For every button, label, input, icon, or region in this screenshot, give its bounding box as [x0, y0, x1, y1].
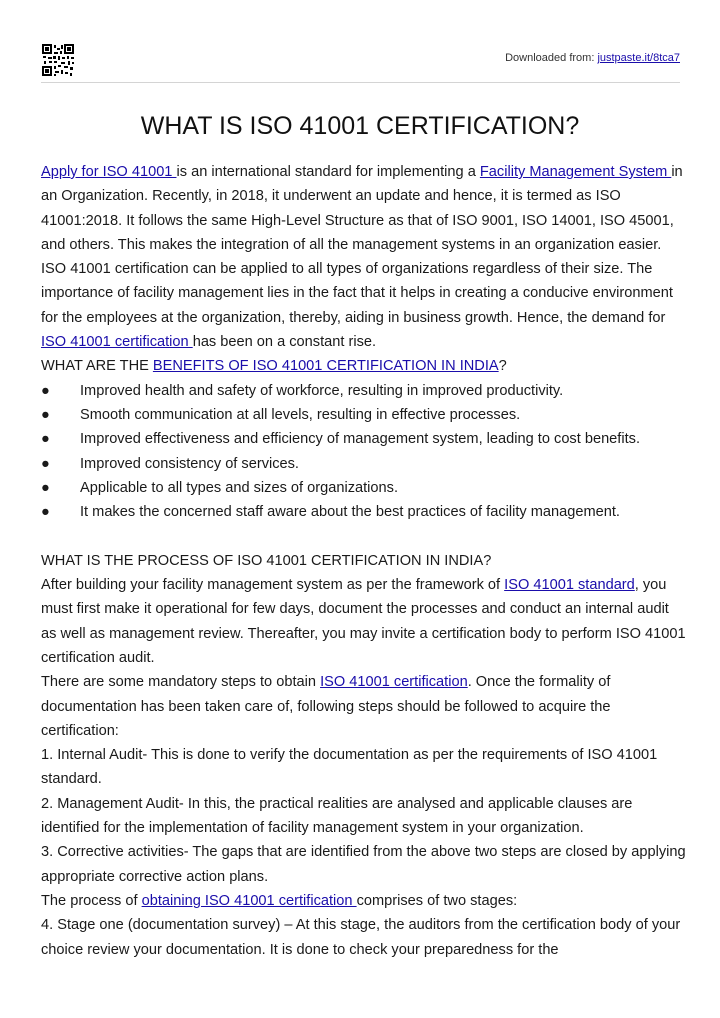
spacer: [41, 524, 687, 548]
step-corrective-activities: 3. Corrective activities- The gaps that are identified from the above two steps are closed by applying appropriate corrective action plans.: [41, 844, 686, 885]
bullet-icon: ●: [41, 455, 50, 472]
list-item-text: Improved effectiveness and efficiency of management system, leading to cost benefits.: [80, 431, 641, 448]
list-item: [41, 500, 687, 524]
list-item-text: Improved health and safety of workforce, resulting in improved productivity.: [80, 382, 564, 399]
step-stage-one: 4. Stage one (documentation survey) – At this stage, the auditors from the certification body of your choice review your documentation. It is done to check your preparedness for the: [41, 917, 681, 958]
process-paragraph-2: [41, 670, 687, 743]
process-p2-text-1: There are some mandatory steps to obtain: [41, 674, 321, 691]
process-p3-text-2: comprises of two stages:: [356, 892, 518, 909]
process-p1-text-2: , you must first make it operational for few days, document the processes and conduct an internal audit as well as management review. Thereafter, you may invite a certification body to perform ISO 41001 certification audit.: [41, 577, 686, 666]
list-item-text: Improved consistency of services.: [80, 455, 299, 472]
bullet-icon: ●: [41, 406, 50, 423]
page-title: WHAT IS ISO 41001 CERTIFICATION?: [140, 112, 580, 140]
list-item-text: It makes the concerned staff aware about the best practices of facility management.: [80, 504, 620, 521]
benefits-heading: [41, 354, 687, 378]
step-internal-audit: 1. Internal Audit- This is done to verify the documentation as per the requirements of ISO 41001 standard.: [41, 747, 658, 788]
list-item: [41, 427, 687, 451]
bullet-icon: ●: [41, 382, 50, 399]
benefits-heading-prefix: WHAT ARE THE: [41, 358, 153, 375]
process-p3-text-1: The process of: [41, 892, 142, 909]
list-item: [41, 476, 687, 500]
list-item: [41, 403, 687, 427]
process-p2-text-2: . Once the formality of documentation has been taken care of, following steps should be followed to acquire the certification:: [41, 674, 611, 739]
bullet-icon: ●: [41, 479, 50, 496]
process-paragraph-1: [41, 573, 687, 670]
intro-text-2: in an Organization. Recently, in 2018, it underwent an update and hence, it is termed as ISO 41001:2018. It follows the same High-Level Structure as that of ISO 9001, ISO 14001, ISO 45001, and others. This makes the integration of all the management systems in an organization easier. ISO 41001 certification can be applied to all types of organizations regardless of their size. The importance of facility management lies in the fact that it helps in creating a conducive environment for the employees at the organization, thereby, aiding in business growth. Hence, the demand for: [41, 164, 683, 326]
download-source: [505, 52, 680, 64]
qr-code-icon: [42, 44, 74, 76]
list-item: [41, 452, 687, 476]
process-p1-text-1: After building your facility management system as per the framework of: [41, 577, 505, 594]
apply-iso-41001-link[interactable]: Apply for ISO 41001: [41, 164, 177, 180]
list-item-text: Applicable to all types and sizes of organizations.: [80, 479, 399, 496]
step-management-audit: 2. Management Audit- In this, the practical realities are analysed and applicable clauses are identified for the implementation of facility management system in your organization.: [41, 795, 633, 837]
intro-paragraph: [41, 160, 687, 354]
intro-text-3: has been on a constant rise.: [192, 334, 377, 351]
bullet-icon: ●: [41, 431, 50, 448]
iso-41001-certification-link-2[interactable]: ISO 41001 certification: [320, 674, 468, 691]
process-heading: WHAT IS THE PROCESS OF ISO 41001 CERTIFICATION IN INDIA?: [41, 552, 492, 569]
source-link[interactable]: justpaste.it/8tca7: [597, 52, 680, 64]
facility-management-system-link[interactable]: Facility Management System: [479, 164, 672, 180]
list-item-text: Smooth communication at all levels, resulting in effective processes.: [80, 406, 521, 423]
benefits-link[interactable]: BENEFITS OF ISO 41001 CERTIFICATION IN INDIA: [152, 358, 499, 375]
process-paragraph-3: [41, 889, 687, 913]
obtaining-certification-link[interactable]: obtaining ISO 41001 certification: [141, 892, 357, 909]
document-body: [41, 160, 687, 962]
benefits-heading-suffix: ?: [498, 358, 507, 375]
iso-41001-standard-link[interactable]: ISO 41001 standard: [504, 577, 635, 594]
intro-text-1: is an international standard for implementing a: [176, 164, 480, 180]
list-item: [41, 379, 687, 403]
page-header: [41, 40, 680, 83]
bullet-icon: ●: [41, 504, 50, 521]
downloaded-from-label: Downloaded from:: [505, 52, 598, 64]
iso-41001-certification-link[interactable]: ISO 41001 certification: [41, 334, 193, 351]
benefits-list: [41, 379, 687, 525]
